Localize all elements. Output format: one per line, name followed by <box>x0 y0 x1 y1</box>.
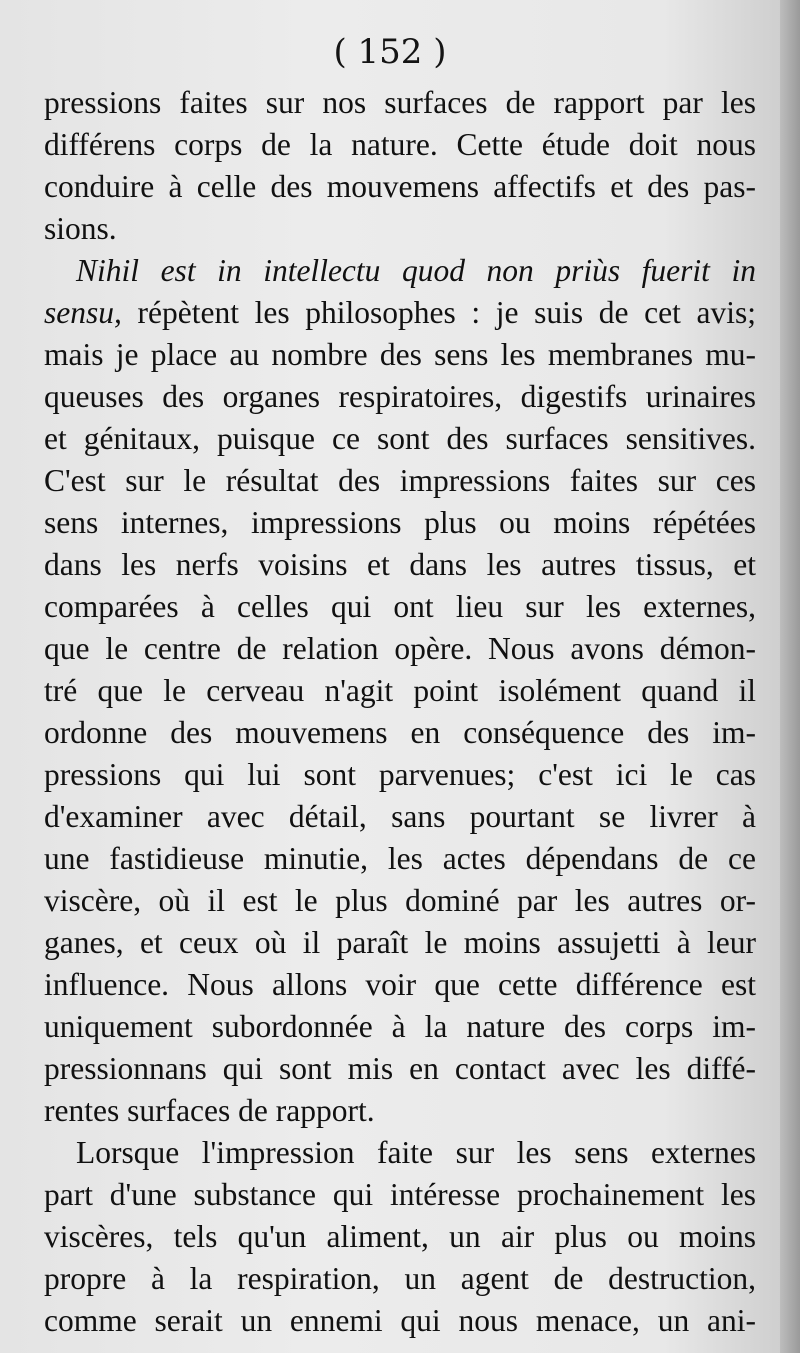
text-line: propre à la respiration, un agent de destruction, <box>44 1261 756 1296</box>
text-line: queuses des organes respiratoires, digestifs urinaires <box>44 379 756 414</box>
text-line: différens corps de la nature. Cette étude doit nous <box>44 127 756 162</box>
text-line: dans les nerfs voisins et dans les autres tissus, et <box>44 547 756 582</box>
page-number: ( 152 ) <box>333 32 447 72</box>
page-body <box>44 82 756 1342</box>
text-line: ganes, et ceux où il paraît le moins assujetti à leur <box>44 925 756 960</box>
paragraph <box>44 250 756 1132</box>
text-line: sions. <box>44 211 117 246</box>
text-line: et génitaux, puisque ce sont des surfaces sensitives. <box>44 421 756 456</box>
paragraph <box>44 1132 756 1342</box>
text-line: une fastidieuse minutie, les actes dépendans de ce <box>44 841 756 876</box>
text-line: comme serait un ennemi qui nous menace, un ani- <box>44 1303 756 1338</box>
text-line: Lorsque l'impression faite sur les sens externes <box>76 1135 756 1170</box>
text-line: uniquement subordonnée à la nature des corps im- <box>44 1009 756 1044</box>
text-line: ordonne des mouvemens en conséquence des im- <box>44 715 756 750</box>
text-line: rentes surfaces de rapport. <box>44 1093 375 1128</box>
text-line: influence. Nous allons voir que cette différence est <box>44 967 756 1002</box>
text-line: que le centre de relation opère. Nous avons démon- <box>44 631 756 666</box>
text-line: conduire à celle des mouvemens affectifs et des pas- <box>44 169 756 204</box>
text-line: comparées à celles qui ont lieu sur les externes, <box>44 589 756 624</box>
text-line: part d'une substance qui intéresse prochainement les <box>44 1177 756 1212</box>
text-line: mais je place au nombre des sens les membranes mu- <box>44 337 756 372</box>
text-segment: répètent les philosophes : je suis de cet avis; <box>121 295 756 330</box>
text-line: tré que le cerveau n'agit point isolément quand il <box>44 673 756 708</box>
text-line: viscère, où il est le plus dominé par les autres or- <box>44 883 756 918</box>
latin-quote-line: Nihil est in intellectu quod non priùs fuerit in <box>76 253 756 288</box>
paragraph <box>44 82 756 250</box>
text-line: viscères, tels qu'un aliment, un air plus ou moins <box>44 1219 756 1254</box>
text-line: C'est sur le résultat des impressions faites sur ces <box>44 463 756 498</box>
text-line: pressionnans qui sont mis en contact avec les diffé- <box>44 1051 756 1086</box>
page-edge-shadow <box>780 0 800 1353</box>
text-line: pressions faites sur nos surfaces de rapport par les <box>44 85 756 120</box>
text-line: sens internes, impressions plus ou moins répétées <box>44 505 756 540</box>
text-line: d'examiner avec détail, sans pourtant se livrer à <box>44 799 756 834</box>
text-line: pressions qui lui sont parvenues; c'est ici le cas <box>44 757 756 792</box>
text-line <box>44 292 756 334</box>
latin-quote-end: sensu, <box>44 295 122 330</box>
